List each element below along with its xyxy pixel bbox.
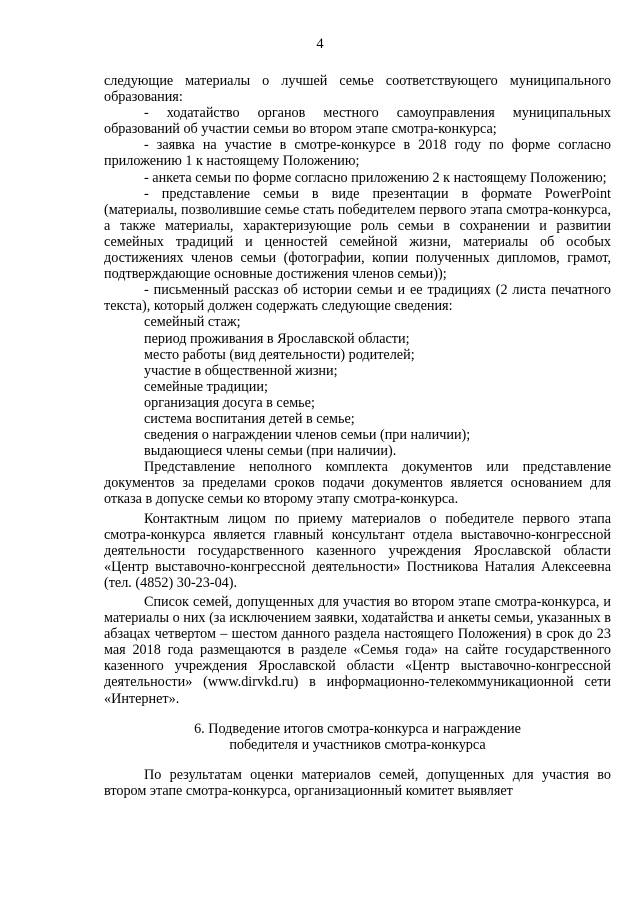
list-item: семейные традиции; bbox=[144, 378, 268, 395]
section-heading bbox=[104, 721, 611, 753]
paragraph: следующие материалы о лучшей семье соответствующего муниципального образования: bbox=[104, 73, 611, 106]
paragraph: По результатам оценки материалов семей, допущенных для участия во втором этапе смотра-конкурса, организационный комитет выявляет bbox=[104, 766, 611, 799]
list-item: выдающиеся члены семьи (при наличии). bbox=[144, 443, 397, 460]
list-item: организация досуга в семье; bbox=[144, 394, 315, 411]
paragraph: Представление неполного комплекта документов или представление документов за пределами сроков подачи документов является основанием для отказа в допуске семьи ко второму этапу смотра-конкурса. bbox=[104, 459, 611, 508]
paragraph: Контактным лицом по приему материалов о победителе первого этапа смотра-конкурса является главный консультант отдела выставочно-конгрессной деятельности государственного казенного учреждения Ярославской области «Центр выставочно-конгрессной деятельности» Постникова Наталия Алексеевна (тел. (4852) 30-23-04). bbox=[104, 510, 611, 591]
paragraph: - ходатайство органов местного самоуправления муниципальных образований об участии семьи во втором этапе смотра-конкурса; bbox=[104, 105, 611, 138]
paragraph: Список семей, допущенных для участия во втором этапе смотра-конкурса, и материалы о них (за исключением заявки, ходатайства и анкеты семьи, указанных в абзацах четвертом – шестом данного раздела настоящего Положения) в срок до 23 мая 2018 года размещаются в разделе «Семья года» на сайте государственного казенного учреждения Ярославской области «Центр выставочно-конгрессной деятельности» (www.dirvkd.ru) в информационно-телекоммуникационной сети «Интернет». bbox=[104, 594, 611, 707]
paragraph: - заявка на участие в смотре-конкурсе в 2018 году по форме согласно приложению 1 к настоящему Положению; bbox=[104, 137, 611, 170]
section-heading-line1: 6. Подведение итогов смотра-конкурса и награждение bbox=[194, 720, 521, 737]
list-item: место работы (вид деятельности) родителей; bbox=[144, 346, 415, 363]
list-item: период проживания в Ярославской области; bbox=[144, 330, 410, 347]
list-item: семейный стаж; bbox=[144, 314, 241, 331]
page-number: 4 bbox=[316, 36, 324, 52]
document-body bbox=[104, 73, 611, 799]
list-item: участие в общественной жизни; bbox=[144, 362, 338, 379]
section-heading-line2: победителя и участников смотра-конкурса bbox=[229, 736, 486, 753]
paragraph: - письменный рассказ об истории семьи и ее традициях (2 листа печатного текста), который должен содержать следующие сведения: bbox=[104, 282, 611, 315]
paragraph: - анкета семьи по форме согласно приложению 2 к настоящему Положению; bbox=[144, 169, 607, 186]
list-item: сведения о награждении членов семьи (при наличии); bbox=[144, 427, 471, 444]
list-item: система воспитания детей в семье; bbox=[144, 410, 355, 427]
paragraph: - представление семьи в виде презентации в формате PowerPoint (материалы, позволившие семье стать победителем первого этапа смотра-конкурса, а также материалы, характеризующие роль семьи в сохранении и развитии семейных традиций и ценностей семейной жизни, материалы об особых достижениях членов семьи (фотографии, копии полученных дипломов, грамот, подтверждающие основные достижения членов семьи)); bbox=[104, 185, 611, 283]
